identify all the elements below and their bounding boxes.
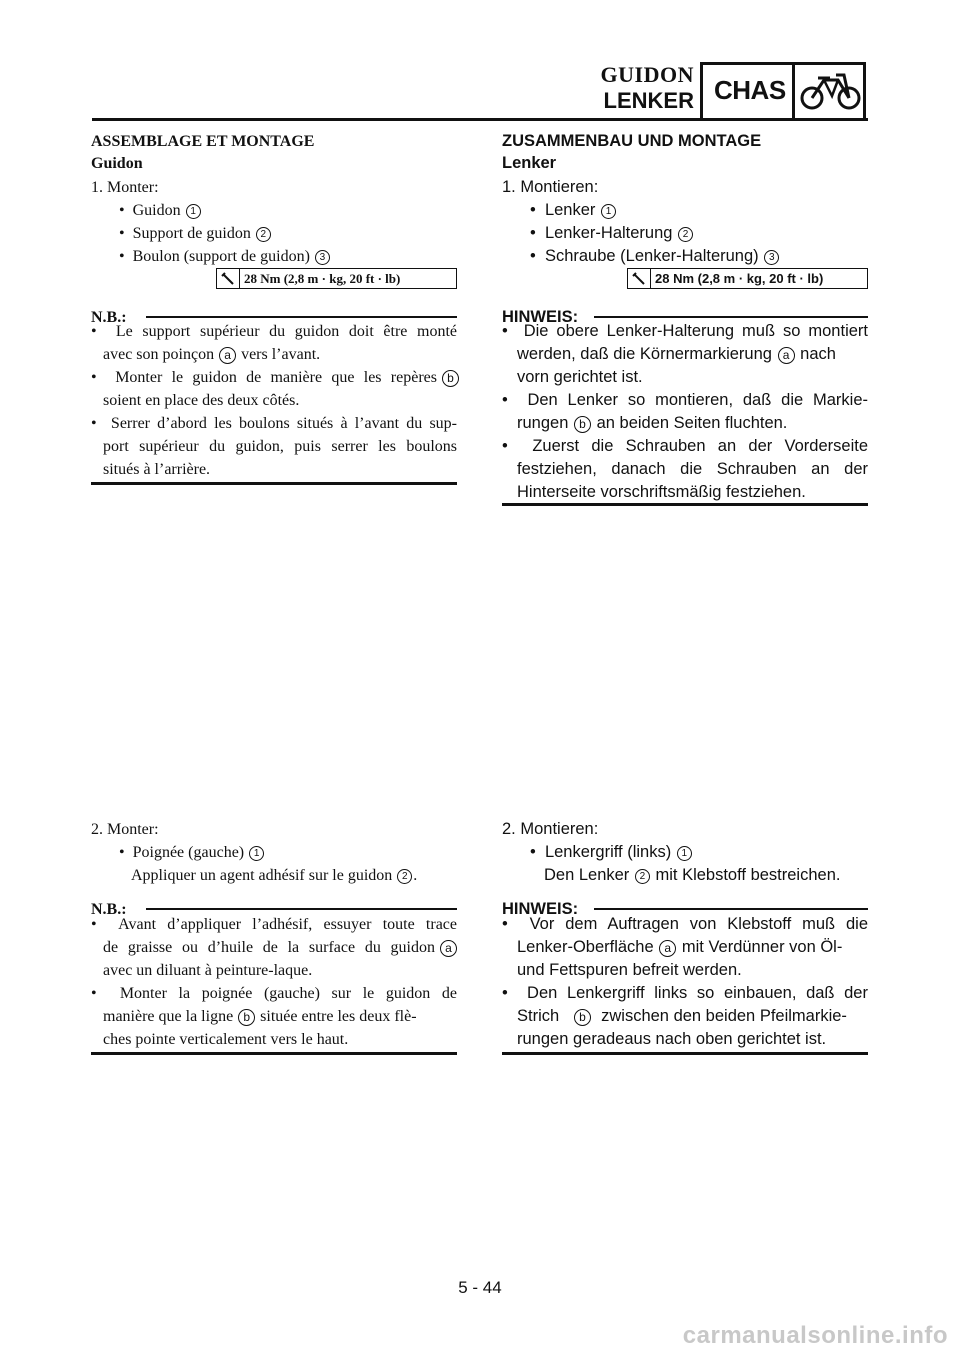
de-note1-b3-l1: • Zuerst die Schrauben an der Vorderseite	[502, 437, 868, 455]
fr-note1-b1-l2: avec son poinçon a vers l’avant.	[103, 346, 321, 363]
de-subheading: Lenker	[502, 154, 557, 172]
fr-note2-b2-l2: manière que la ligne b située entre les deux flè-	[103, 1008, 417, 1025]
page-number: 5 - 44	[458, 1278, 502, 1297]
de-torque-value: 28 Nm (2,8 m · kg, 20 ft · lb)	[655, 271, 824, 286]
torque-wrench-icon	[217, 269, 240, 288]
de-note1-end-rule	[502, 503, 868, 506]
de-note1-b3-l2: festziehen, danach die Schrauben an der	[517, 460, 868, 478]
fr-step1-item-2: • Support de guidon 2	[119, 222, 272, 245]
fr-note2-b2-l3: ches pointe verticalement vers le haut.	[103, 1031, 349, 1048]
de-note1-b2-l2: rungen b an beiden Seiten fluchten.	[517, 414, 788, 432]
fr-note1-b3-l2: port supérieur du guidon, puis serrer les boulons	[103, 438, 457, 455]
fr-note1-b2-l2: soient en place des deux côtés.	[103, 392, 300, 409]
de-torque-spec	[627, 268, 868, 289]
de-step2-label: 2. Montieren:	[502, 820, 599, 838]
fr-note1-b3-l3: situés à l’arrière.	[103, 461, 211, 478]
de-note1-b1-l3: vorn gerichtet ist.	[517, 368, 643, 386]
fr-torque-value: 28 Nm (2,8 m · kg, 20 ft · lb)	[244, 270, 401, 286]
section-code: CHAS	[714, 75, 786, 105]
fr-note2-b2-l1: • Monter la poignée (gauche) sur le guidon de	[91, 985, 457, 1002]
fr-note2-rule	[146, 908, 457, 910]
watermark: carmanualsonline.info	[682, 1322, 948, 1349]
fr-note1-rule	[146, 316, 457, 318]
de-note1-label: HINWEIS:	[502, 308, 579, 326]
de-step2-instruction: Den Lenker 2 mit Klebstoff bestreichen.	[544, 866, 841, 884]
de-note2-b2-l1: • Den Lenkergriff links so einbauen, daß der	[502, 984, 868, 1002]
fr-torque-spec	[216, 268, 457, 289]
de-note2-rule	[594, 908, 868, 910]
fr-step1-item-3: • Boulon (support de guidon) 3	[119, 245, 331, 268]
de-note1-b1-l1: • Die obere Lenker-Halterung muß so montiert	[502, 322, 868, 340]
section-tab-divider	[792, 62, 795, 118]
fr-subheading: Guidon	[91, 155, 143, 172]
fr-heading: ASSEMBLAGE ET MONTAGE	[91, 133, 315, 150]
fr-note2-end-rule	[91, 1052, 457, 1055]
de-note1-rule	[594, 316, 868, 318]
fr-step2-instruction: Appliquer un agent adhésif sur le guidon 2 .	[131, 867, 418, 884]
de-note1-b2-l1: • Den Lenker so montieren, daß die Markie-	[502, 391, 869, 409]
header-rule	[92, 118, 868, 121]
fr-step2-item: • Poignée (gauche) 1	[119, 841, 265, 864]
de-note2-b2-l2: Strich b zwischen den beiden Pfeilmarkie-	[517, 1007, 847, 1025]
fr-note2-b1-l3: avec un diluant à peinture-laque.	[103, 962, 313, 979]
fr-note2-b1-l2: de graisse ou d’huile de la surface du guidon a	[103, 936, 457, 959]
header-title-fr: GUIDON	[600, 62, 694, 87]
de-note1-b3-l3: Hinterseite vorschriftsmäßig festziehen.	[517, 483, 806, 501]
fr-step1-label: 1. Monter:	[91, 179, 159, 196]
fr-step2-label: 2. Monter:	[91, 821, 159, 838]
de-note2-b1-l3: und Fettspuren befreit werden.	[517, 961, 742, 979]
fr-note2-label: N.B.:	[91, 901, 127, 918]
de-note2-b2-l3: rungen geradeaus nach oben gerichtet ist.	[517, 1030, 827, 1048]
fr-note1-b1-l1: • Le support supérieur du guidon doit être monté	[91, 323, 457, 340]
fr-note2-b1-l1: • Avant d’appliquer l’adhésif, essuyer toute trace	[91, 916, 457, 933]
de-note2-label: HINWEIS:	[502, 900, 579, 918]
de-step1-item-3: • Schraube (Lenker-Halterung) 3	[530, 245, 780, 268]
fr-note1-label: N.B.:	[91, 309, 127, 326]
de-heading: ZUSAMMENBAU UND MONTAGE	[502, 132, 762, 150]
fr-note1-end-rule	[91, 482, 457, 485]
fr-step1-item-1: • Guidon 1	[119, 199, 202, 222]
de-note2-b1-l2: Lenker-Oberfläche a mit Verdünner von Öl-	[517, 938, 843, 956]
de-step2-item: • Lenkergriff (links) 1	[530, 841, 693, 864]
de-note1-b1-l2: werden, daß die Körnermarkierung a nach	[517, 345, 836, 363]
fr-note1-b2-l1: • Monter le guidon de manière que les repères b	[91, 366, 457, 389]
de-step1-label: 1. Montieren:	[502, 178, 599, 196]
de-step1-item-2: • Lenker-Halterung 2	[530, 222, 694, 245]
de-note2-b1-l1: • Vor dem Auftragen von Klebstoff muß die	[502, 915, 868, 933]
de-step1-item-1: • Lenker 1	[530, 199, 617, 222]
torque-wrench-icon	[628, 269, 651, 288]
de-note2-end-rule	[502, 1052, 868, 1055]
motorcycle-icon	[798, 66, 864, 114]
fr-note1-b3-l1: • Serrer d’abord les boulons situés à l’avant du sup-	[91, 415, 457, 432]
header-title-de: LENKER	[603, 88, 694, 113]
